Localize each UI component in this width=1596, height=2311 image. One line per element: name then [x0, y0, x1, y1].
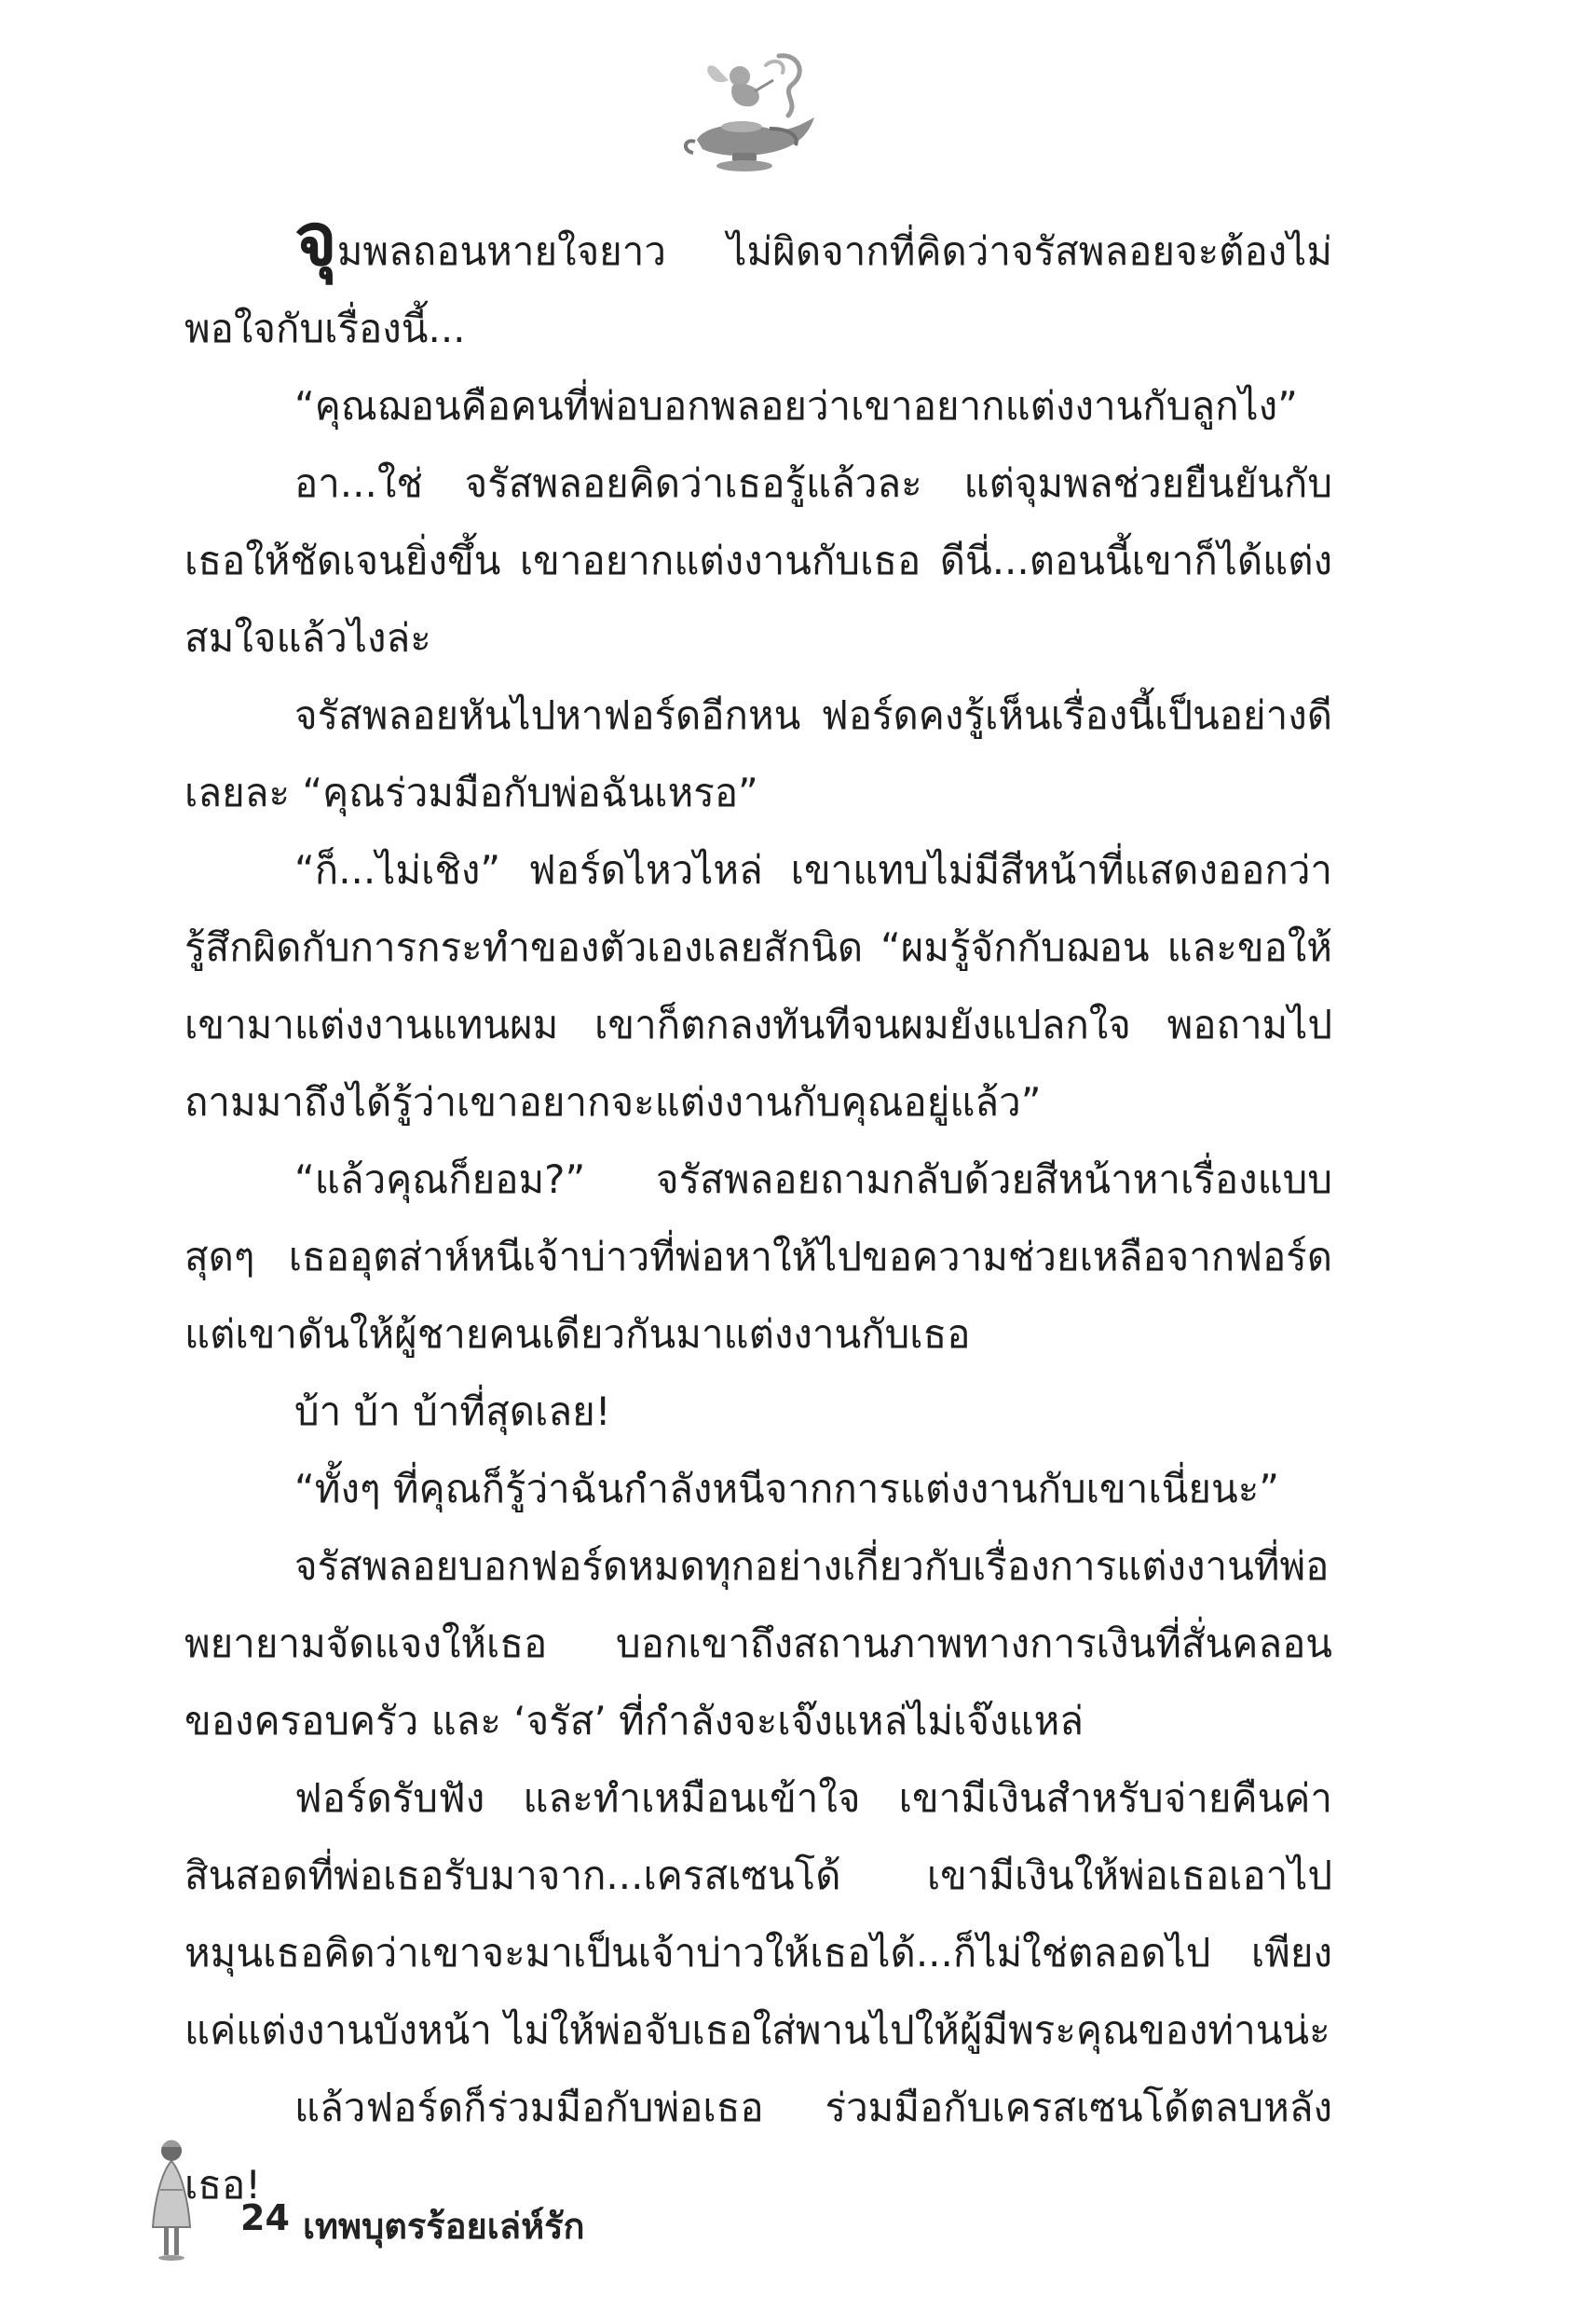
paragraph-1	[184, 198, 1332, 367]
chapter-body-text	[184, 198, 1332, 2223]
paragraph-11: แล้วฟอร์ดก็ร่วมมือกับพ่อเธอ ร่วมมือกับเครสเซนโด้ตลบหลังเธอ!	[184, 2085, 1332, 2208]
standing-figure-icon	[149, 2134, 194, 2264]
drop-cap: จุ	[294, 198, 337, 282]
paragraph-3: อา...ใช่ จรัสพลอยคิดว่าเธอรู้แล้วละ แต่จุมพลช่วยยืนยันกับเธอให้ชัดเจนยิ่งขึ้น เขาอยากแต่งงานกับเธอ ดีนี่...ตอนนี้เขาก็ได้แต่งสมใจแล้วไงล่ะ	[184, 460, 1332, 661]
paragraph-7: บ้า บ้า บ้าที่สุดเลย!	[294, 1388, 611, 1434]
paragraph-10: ฟอร์ดรับฟัง และทำเหมือนเข้าใจ เขามีเงินสำหรับจ่ายคืนค่าสินสอดที่พ่อเธอรับมาจาก...เครสเซนโด้ เขามีเงินให้พ่อเธอเอาไปหมุนเธอคิดว่าเขาจะมาเป็นเจ้าบ่าวให้เธอได้...ก็ไม่ใช่ตลอดไป เพียงแค่แต่งงานบังหน้า ไม่ให้พ่อจับเธอใส่พานไปให้ผู้มีพระคุณของท่านน่ะ	[184, 1775, 1332, 2053]
paragraph-8: “ทั้งๆ ที่คุณก็รู้ว่าฉันกำลังหนีจากการแต่งงานกับเขาเนี่ยนะ”	[294, 1466, 1280, 1511]
cupid-lamp-icon	[676, 48, 835, 179]
page-footer	[149, 2134, 988, 2264]
paragraph-5: “ก็...ไม่เชิง” ฟอร์ดไหวไหล่ เขาแทบไม่มีสีหน้าที่แสดงออกว่ารู้สึกผิดกับการกระทำของตัวเองเลยสักนิด “ผมรู้จักกับฌอน และขอให้เขามาแต่งงานแทนผม เขาก็ตกลงทันทีจนผมยังแปลกใจ พอถามไปถามมาถึงได้รู้ว่าเขาอยากจะแต่งงานกับคุณอยู่แล้ว”	[184, 847, 1332, 1125]
paragraph-9: จรัสพลอยบอกฟอร์ดหมดทุกอย่างเกี่ยวกับเรื่องการแต่งงานที่พ่อพยายามจัดแจงให้เธอ บอกเขาถึงสถานภาพทางการเงินที่สั่นคลอนของครอบครัว และ ‘จรัส’ ที่กำลังจะเจ๊งแหล่ไม่เจ๊งแหล่	[184, 1543, 1332, 1744]
book-title: เทพบุตรร้อยเล่ห์รัก	[303, 2206, 585, 2247]
paragraph-4: จรัสพลอยหันไปหาฟอร์ดอีกหน ฟอร์ดคงรู้เห็นเรื่องนี้เป็นอย่างดีเลยละ “คุณร่วมมือกับพ่อฉันเหรอ”	[184, 692, 1332, 815]
page-number: 24	[240, 2197, 290, 2238]
paragraph-1-text: มพลถอนหายใจยาว ไม่ผิดจากที่คิดว่าจรัสพลอยจะต้องไม่พอใจกับเรื่องนี้...	[184, 228, 1332, 351]
paragraph-6: “แล้วคุณก็ยอม?” จรัสพลอยถามกลับด้วยสีหน้าหาเรื่องแบบสุดๆ เธออุตส่าห์หนีเจ้าบ่าวที่พ่อหาให้ไปขอความช่วยเหลือจากฟอร์ด แต่เขาดันให้ผู้ชายคนเดียวกันมาแต่งงานกับเธอ	[184, 1156, 1332, 1357]
paragraph-2: “คุณฌอนคือคนที่พ่อบอกพลอยว่าเขาอยากแต่งงานกับลูกไง”	[294, 383, 1298, 429]
